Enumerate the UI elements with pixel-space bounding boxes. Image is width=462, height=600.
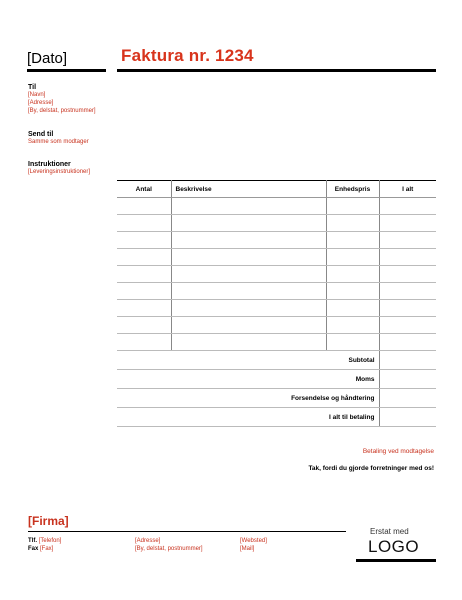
line-total-cell[interactable] xyxy=(379,283,436,300)
table-row[interactable] xyxy=(117,283,436,300)
quantity-cell[interactable] xyxy=(117,334,171,351)
tax-value[interactable] xyxy=(379,370,436,389)
description-cell[interactable] xyxy=(171,334,326,351)
description-cell[interactable] xyxy=(171,300,326,317)
total-due-row xyxy=(117,408,436,427)
total-due-label: I alt til betaling xyxy=(117,408,379,427)
logo-caption: Erstat med xyxy=(370,527,409,536)
mail-value[interactable]: [Mail] xyxy=(240,546,255,552)
unit-price-cell[interactable] xyxy=(326,249,379,266)
footer-web xyxy=(240,537,267,553)
title-rule xyxy=(117,69,436,72)
phone-line xyxy=(28,537,61,545)
instructions-section xyxy=(28,161,90,176)
items-table xyxy=(117,180,436,427)
unit-price-cell[interactable] xyxy=(326,266,379,283)
description-cell[interactable] xyxy=(171,266,326,283)
thank-you-message[interactable]: Tak, fordi du gjorde forretninger med os! xyxy=(308,465,434,472)
bill-to-address[interactable]: [Adresse] xyxy=(28,100,54,106)
col-quantity-header: Antal xyxy=(117,181,171,198)
table-row[interactable] xyxy=(117,232,436,249)
company-name[interactable]: [Firma] xyxy=(28,514,69,528)
footer-contact xyxy=(28,537,61,553)
unit-price-cell[interactable] xyxy=(326,215,379,232)
table-header-row xyxy=(117,181,436,198)
col-total-header: I alt xyxy=(379,181,436,198)
date-rule xyxy=(27,69,106,72)
description-cell[interactable] xyxy=(171,232,326,249)
subtotal-label: Subtotal xyxy=(117,351,379,370)
quantity-cell[interactable] xyxy=(117,198,171,215)
invoice-date[interactable]: [Dato] xyxy=(27,50,68,67)
col-unit-price-header: Enhedspris xyxy=(326,181,379,198)
description-cell[interactable] xyxy=(171,249,326,266)
ship-to-label: Send til xyxy=(28,131,54,138)
footer-city-line[interactable]: [By, delstat, postnummer] xyxy=(135,546,203,552)
line-total-cell[interactable] xyxy=(379,334,436,351)
tax-label: Moms xyxy=(117,370,379,389)
quantity-cell[interactable] xyxy=(117,266,171,283)
instructions-label: Instruktioner xyxy=(28,161,71,168)
fax-line xyxy=(28,545,61,553)
quantity-cell[interactable] xyxy=(117,317,171,334)
quantity-cell[interactable] xyxy=(117,249,171,266)
logo-placeholder[interactable]: LOGO xyxy=(368,537,420,556)
tax-row xyxy=(117,370,436,389)
unit-price-cell[interactable] xyxy=(326,283,379,300)
description-cell[interactable] xyxy=(171,198,326,215)
quantity-cell[interactable] xyxy=(117,232,171,249)
description-cell[interactable] xyxy=(171,283,326,300)
subtotal-row xyxy=(117,351,436,370)
unit-price-cell[interactable] xyxy=(326,232,379,249)
table-row[interactable] xyxy=(117,198,436,215)
total-due-value[interactable] xyxy=(379,408,436,427)
quantity-cell[interactable] xyxy=(117,215,171,232)
description-cell[interactable] xyxy=(171,215,326,232)
unit-price-cell[interactable] xyxy=(326,334,379,351)
ship-to-section xyxy=(28,131,89,146)
table-row[interactable] xyxy=(117,334,436,351)
line-total-cell[interactable] xyxy=(379,300,436,317)
instructions-value[interactable]: [Leveringsinstruktioner] xyxy=(28,169,91,175)
bill-to-name[interactable]: [Navn] xyxy=(28,92,46,98)
line-total-cell[interactable] xyxy=(379,215,436,232)
shipping-label: Forsendelse og håndtering xyxy=(117,389,379,408)
footer-rule xyxy=(28,531,346,532)
payment-terms[interactable]: Betaling ved modtagelse xyxy=(362,448,434,455)
bill-to-city[interactable]: [By, delstat, postnummer] xyxy=(28,108,96,114)
footer-address xyxy=(135,537,203,553)
table-row[interactable] xyxy=(117,317,436,334)
logo-rule xyxy=(356,559,436,562)
col-description-header: Beskrivelse xyxy=(171,181,326,198)
subtotal-value[interactable] xyxy=(379,351,436,370)
line-total-cell[interactable] xyxy=(379,232,436,249)
phone-value[interactable]: [Telefon] xyxy=(38,538,62,544)
table-row[interactable] xyxy=(117,249,436,266)
description-cell[interactable] xyxy=(171,317,326,334)
shipping-row xyxy=(117,389,436,408)
bill-to-section xyxy=(28,84,96,115)
unit-price-cell[interactable] xyxy=(326,198,379,215)
shipping-value[interactable] xyxy=(379,389,436,408)
fax-label: Fax xyxy=(28,546,39,552)
table-row[interactable] xyxy=(117,215,436,232)
item-rows xyxy=(117,198,436,427)
quantity-cell[interactable] xyxy=(117,300,171,317)
line-total-cell[interactable] xyxy=(379,266,436,283)
phone-label: Tlf. xyxy=(28,538,37,544)
fax-value[interactable]: [Fax] xyxy=(40,546,54,552)
bill-to-label: Til xyxy=(28,84,37,91)
invoice-title[interactable]: Faktura nr. 1234 xyxy=(121,46,254,65)
unit-price-cell[interactable] xyxy=(326,317,379,334)
unit-price-cell[interactable] xyxy=(326,300,379,317)
quantity-cell[interactable] xyxy=(117,283,171,300)
ship-to-value[interactable]: Samme som modtager xyxy=(28,139,89,145)
table-row[interactable] xyxy=(117,266,436,283)
line-total-cell[interactable] xyxy=(379,198,436,215)
table-row[interactable] xyxy=(117,300,436,317)
line-total-cell[interactable] xyxy=(379,249,436,266)
website-value[interactable]: [Websted] xyxy=(240,538,267,544)
footer-address-line[interactable]: [Adresse] xyxy=(135,538,161,544)
line-total-cell[interactable] xyxy=(379,317,436,334)
